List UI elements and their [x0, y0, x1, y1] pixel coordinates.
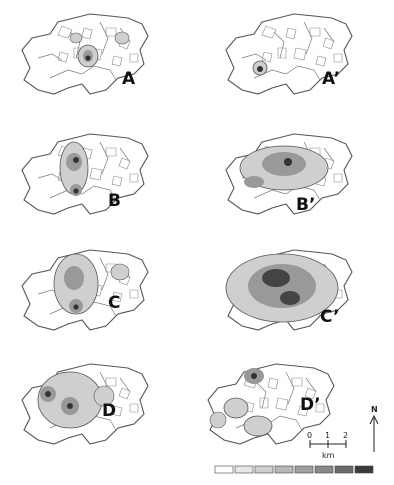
- panel-label-b-prime: B’: [296, 195, 316, 215]
- map-panel-b: [22, 134, 148, 214]
- legend-swatch-2: [235, 466, 253, 473]
- legend-swatch-3: [255, 466, 273, 473]
- legend-swatch-4: [275, 466, 293, 473]
- map-panel-b-prime: [226, 134, 352, 215]
- north-arrow-icon: [370, 416, 378, 452]
- panel-label-a: A: [122, 69, 136, 89]
- legend-strip: [215, 466, 373, 473]
- legend-swatch-8: [355, 466, 373, 473]
- legend-swatch-1: [215, 466, 233, 473]
- legend-swatch-7: [335, 466, 353, 473]
- scale-unit: km: [322, 451, 335, 460]
- hotspot-b-prime: [240, 146, 328, 190]
- north-arrow: [370, 405, 378, 452]
- panel-label-a-prime: A’: [322, 69, 341, 89]
- panel-label-c: C: [108, 293, 121, 313]
- legend-swatch-6: [315, 466, 333, 473]
- map-panel-d-prime: [208, 364, 334, 444]
- scale-tick-0: 0: [307, 431, 313, 440]
- scale-tick-1: 1: [325, 431, 331, 440]
- map-panel-c: [22, 250, 148, 330]
- panel-label-d: D: [102, 401, 117, 421]
- panel-label-d-prime: D’: [300, 395, 321, 415]
- legend-swatch-5: [295, 466, 313, 473]
- north-label: N: [371, 405, 378, 414]
- map-panel-d: [22, 364, 148, 444]
- scale-bar: [307, 431, 348, 460]
- hotspot-a-prime: [253, 61, 267, 75]
- map-panel-a-prime: [226, 14, 352, 94]
- scale-tick-2: 2: [343, 431, 349, 440]
- map-panel-a: [22, 14, 148, 94]
- panel-label-c-prime: C’: [320, 307, 340, 327]
- map-panel-c-prime: [226, 250, 352, 330]
- panel-label-b: B: [108, 191, 121, 211]
